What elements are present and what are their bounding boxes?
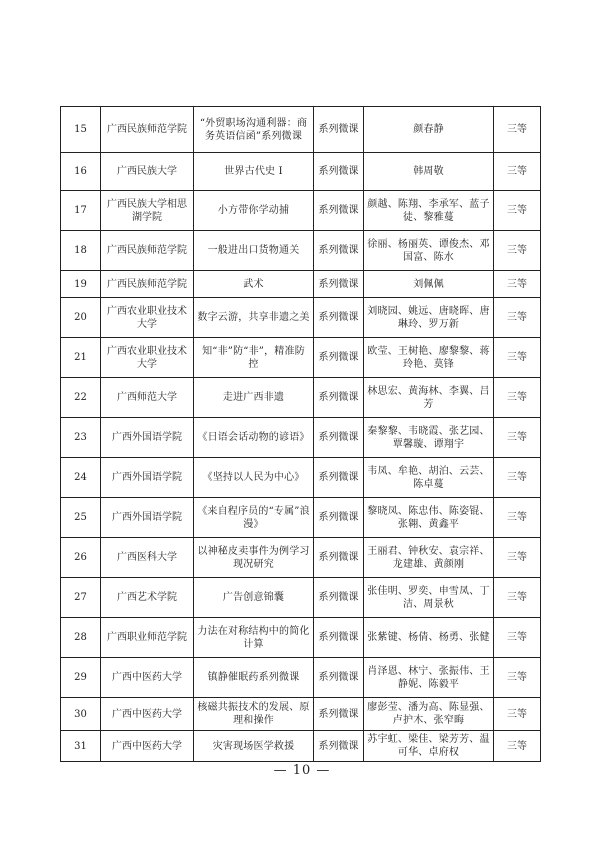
row-number-cell: 16 xyxy=(61,153,101,191)
work-type-cell: 系列微课 xyxy=(314,298,364,338)
authors-cell: 秦黎黎、韦晓霞、张艺园、覃馨璇、谭翔宇 xyxy=(364,418,494,458)
authors-cell: 刘佩佩 xyxy=(364,271,494,298)
authors-cell: 肖泽恩、林宁、张振伟、王静妮、陈毅平 xyxy=(364,658,494,698)
authors-cell: 韦凤、牟艳、胡泊、云芸、陈卓蔓 xyxy=(364,458,494,498)
table-row xyxy=(61,618,541,658)
school-name-cell: 广西外国语学院 xyxy=(101,418,194,458)
work-title-cell: 《来自程序员的“专属”浪漫》 xyxy=(194,498,314,538)
award-grade-cell: 三等 xyxy=(494,231,541,271)
work-type-cell: 系列微课 xyxy=(314,731,364,762)
school-name-cell: 广西外国语学院 xyxy=(101,458,194,498)
work-title-cell: 广告创意锦囊 xyxy=(194,578,314,618)
school-name-cell: 广西民族师范学院 xyxy=(101,231,194,271)
page-number: — 10 — xyxy=(273,763,331,778)
table-row xyxy=(61,191,541,231)
authors-cell: 徐丽、杨丽英、谭俊杰、邓国富、陈水 xyxy=(364,231,494,271)
work-title-cell: 武术 xyxy=(194,271,314,298)
school-name-cell: 广西民族师范学院 xyxy=(101,107,194,153)
work-title-cell: 小方带你学动捕 xyxy=(194,191,314,231)
table-row xyxy=(61,298,541,338)
award-grade-cell: 三等 xyxy=(494,153,541,191)
table-row xyxy=(61,658,541,698)
school-name-cell: 广西民族大学 xyxy=(101,153,194,191)
row-number-cell: 20 xyxy=(61,298,101,338)
award-grade-cell: 三等 xyxy=(494,418,541,458)
table-row xyxy=(61,418,541,458)
work-type-cell: 系列微课 xyxy=(314,153,364,191)
table-row xyxy=(61,498,541,538)
table-row xyxy=(61,107,541,153)
work-title-cell: 走进广西非遗 xyxy=(194,378,314,418)
work-title-cell: 《日语会话动物的谚语》 xyxy=(194,418,314,458)
work-title-cell: 数字云游，共享非遗之美 xyxy=(194,298,314,338)
school-name-cell: 广西农业职业技术大学 xyxy=(101,338,194,378)
row-number-cell: 26 xyxy=(61,538,101,578)
authors-cell: 苏宇虹、梁佳、梁芳芳、温可华、卓府权 xyxy=(364,731,494,762)
row-number-cell: 31 xyxy=(61,731,101,762)
award-grade-cell: 三等 xyxy=(494,698,541,731)
row-number-cell: 23 xyxy=(61,418,101,458)
work-title-cell: “外贸职场沟通利器：商务英语信函”系列微课 xyxy=(194,107,314,153)
authors-cell: 王丽君、钟秋安、袁宗祥、龙建雄、黄颜刚 xyxy=(364,538,494,578)
table-row xyxy=(61,231,541,271)
school-name-cell: 广西中医药大学 xyxy=(101,658,194,698)
school-name-cell: 广西民族大学相思湖学院 xyxy=(101,191,194,231)
award-grade-cell: 三等 xyxy=(494,498,541,538)
row-number-cell: 21 xyxy=(61,338,101,378)
authors-cell: 张紫键、杨倩、杨勇、张健 xyxy=(364,618,494,658)
work-title-cell: 灾害现场医学救援 xyxy=(194,731,314,762)
row-number-cell: 18 xyxy=(61,231,101,271)
award-grade-cell: 三等 xyxy=(494,107,541,153)
row-number-cell: 27 xyxy=(61,578,101,618)
award-grade-cell: 三等 xyxy=(494,618,541,658)
work-type-cell: 系列微课 xyxy=(314,618,364,658)
school-name-cell: 广西民族师范学院 xyxy=(101,271,194,298)
authors-cell: 欧莹、王树艳、廖黎黎、蒋玲艳、莫锋 xyxy=(364,338,494,378)
work-title-cell: 核磁共振技术的发展、原理和操作 xyxy=(194,698,314,731)
award-grade-cell: 三等 xyxy=(494,538,541,578)
work-title-cell: 一般进出口货物通关 xyxy=(194,231,314,271)
row-number-cell: 30 xyxy=(61,698,101,731)
row-number-cell: 28 xyxy=(61,618,101,658)
work-type-cell: 系列微课 xyxy=(314,271,364,298)
award-grade-cell: 三等 xyxy=(494,338,541,378)
authors-cell: 颜越、陈翔、李承军、蓝子徒、黎雅蔓 xyxy=(364,191,494,231)
work-title-cell: 力法在对称结构中的简化计算 xyxy=(194,618,314,658)
work-type-cell: 系列微课 xyxy=(314,378,364,418)
table-row xyxy=(61,698,541,731)
table-body xyxy=(61,107,541,762)
authors-cell: 黎晓凤、陈忠伟、陈姿锟、张翱、黄鑫平 xyxy=(364,498,494,538)
work-title-cell: 镇静催眠药系列微课 xyxy=(194,658,314,698)
award-grade-cell: 三等 xyxy=(494,731,541,762)
row-number-cell: 19 xyxy=(61,271,101,298)
table-row xyxy=(61,458,541,498)
row-number-cell: 17 xyxy=(61,191,101,231)
authors-cell: 林思宏、黄海林、李翼、吕芳 xyxy=(364,378,494,418)
award-grade-cell: 三等 xyxy=(494,658,541,698)
award-grade-cell: 三等 xyxy=(494,458,541,498)
row-number-cell: 22 xyxy=(61,378,101,418)
work-title-cell: 以神秘皮卖事件为例学习现况研究 xyxy=(194,538,314,578)
table-row xyxy=(61,153,541,191)
table-row xyxy=(61,378,541,418)
award-grade-cell: 三等 xyxy=(494,298,541,338)
school-name-cell: 广西中医药大学 xyxy=(101,698,194,731)
work-type-cell: 系列微课 xyxy=(314,698,364,731)
row-number-cell: 15 xyxy=(61,107,101,153)
table-row xyxy=(61,578,541,618)
award-grade-cell: 三等 xyxy=(494,271,541,298)
authors-cell: 廖彭莹、潘为高、陈显强、卢护木、张窄晦 xyxy=(364,698,494,731)
authors-cell: 刘晓园、姚远、唐晓晖、唐琳玲、罗万新 xyxy=(364,298,494,338)
work-title-cell: 世界古代史 I xyxy=(194,153,314,191)
table-row xyxy=(61,271,541,298)
work-title-cell: 知“非”防“非”，精准防控 xyxy=(194,338,314,378)
school-name-cell: 广西医科大学 xyxy=(101,538,194,578)
authors-cell: 颜春静 xyxy=(364,107,494,153)
work-type-cell: 系列微课 xyxy=(314,578,364,618)
work-type-cell: 系列微课 xyxy=(314,658,364,698)
work-type-cell: 系列微课 xyxy=(314,418,364,458)
authors-cell: 张佳明、罗奕、申雪凤、丁洁、周景秋 xyxy=(364,578,494,618)
award-grade-cell: 三等 xyxy=(494,378,541,418)
work-type-cell: 系列微课 xyxy=(314,338,364,378)
row-number-cell: 24 xyxy=(61,458,101,498)
table-row xyxy=(61,731,541,762)
work-type-cell: 系列微课 xyxy=(314,191,364,231)
school-name-cell: 广西职业师范学院 xyxy=(101,618,194,658)
table-row xyxy=(61,338,541,378)
school-name-cell: 广西中医药大学 xyxy=(101,731,194,762)
authors-cell: 韩周敬 xyxy=(364,153,494,191)
work-title-cell: 《坚持以人民为中心》 xyxy=(194,458,314,498)
work-type-cell: 系列微课 xyxy=(314,458,364,498)
work-type-cell: 系列微课 xyxy=(314,498,364,538)
award-grade-cell: 三等 xyxy=(494,578,541,618)
school-name-cell: 广西艺术学院 xyxy=(101,578,194,618)
work-type-cell: 系列微课 xyxy=(314,231,364,271)
table-row xyxy=(61,538,541,578)
award-table xyxy=(60,106,541,762)
school-name-cell: 广西农业职业技术大学 xyxy=(101,298,194,338)
school-name-cell: 广西师范大学 xyxy=(101,378,194,418)
school-name-cell: 广西外国语学院 xyxy=(101,498,194,538)
work-type-cell: 系列微课 xyxy=(314,107,364,153)
row-number-cell: 29 xyxy=(61,658,101,698)
work-type-cell: 系列微课 xyxy=(314,538,364,578)
award-grade-cell: 三等 xyxy=(494,191,541,231)
row-number-cell: 25 xyxy=(61,498,101,538)
